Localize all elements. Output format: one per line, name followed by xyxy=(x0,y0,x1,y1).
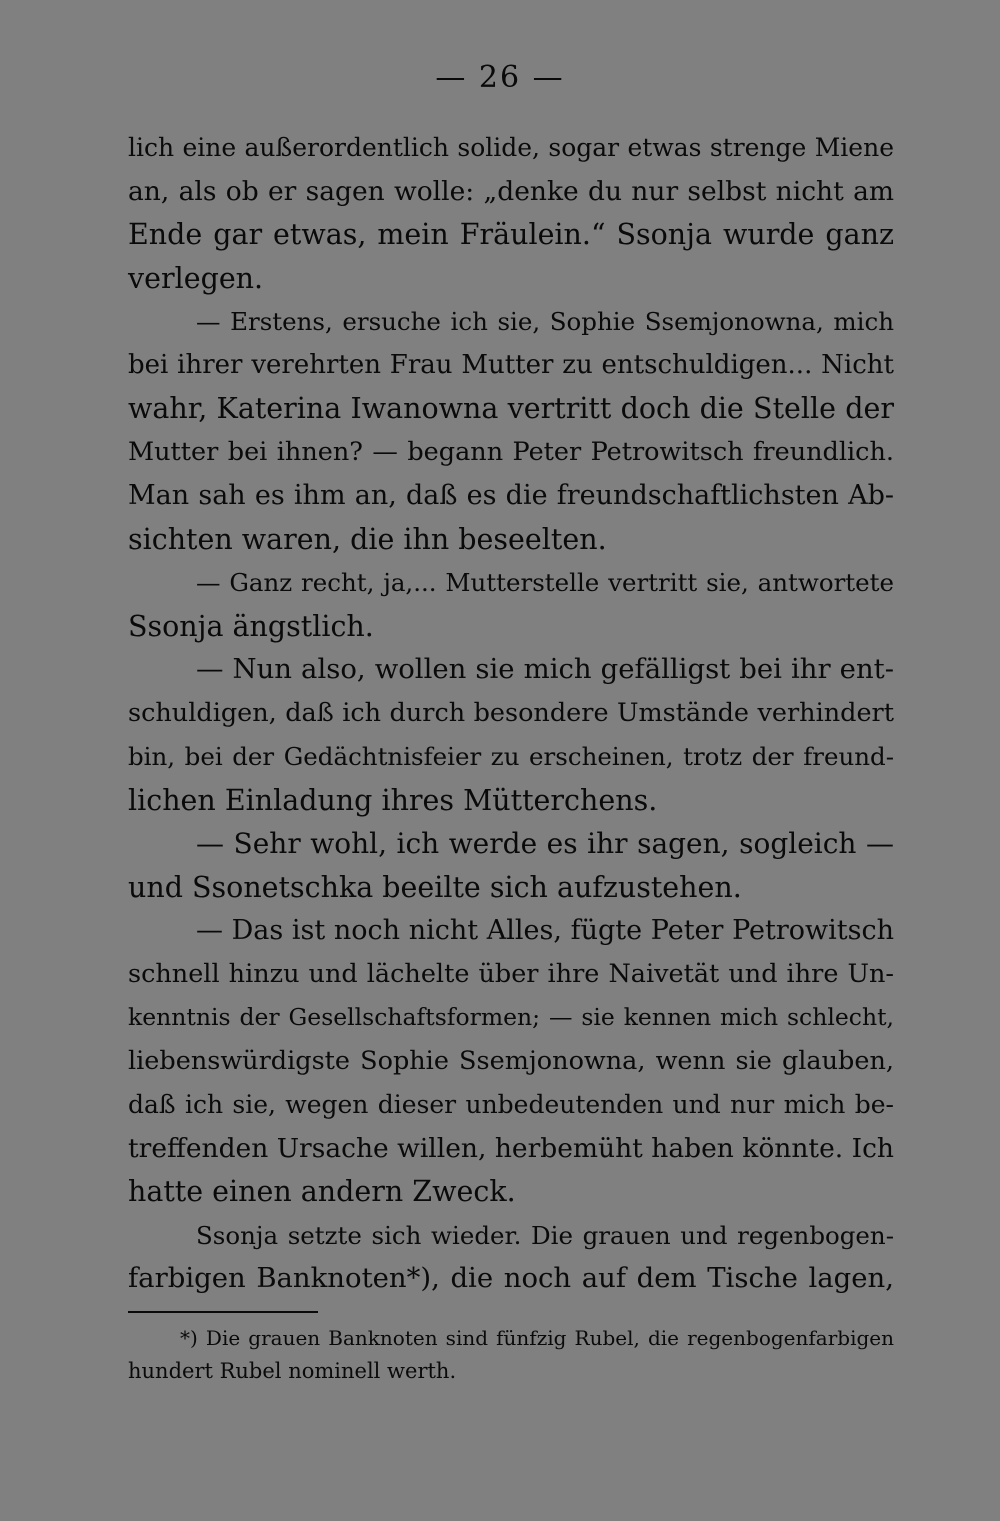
text-line: liebenswürdigste Sophie Ssemjonowna, wenn sie glauben, xyxy=(128,1045,894,1076)
text-line: treffenden Ursache willen, herbemüht haben könnte. Ich xyxy=(128,1132,894,1164)
text-line: daß ich sie, wegen dieser unbedeutenden und nur mich be- xyxy=(128,1090,894,1119)
text-line: kenntnis der Gesellschaftsformen; — sie kennen mich schlecht, xyxy=(128,1003,894,1031)
footnote xyxy=(128,1322,894,1388)
text-line: verlegen. xyxy=(128,261,264,295)
text-line: sichten waren, die ihn beseelten. xyxy=(128,522,607,556)
text-line: Mutter bei ihnen? — begann Peter Petrowitsch freundlich. xyxy=(128,436,894,467)
text-line: bin, bei der Gedächtnisfeier zu erscheinen, trotz der freund- xyxy=(128,742,894,771)
text-line: schuldigen, daß ich durch besondere Umstände verhindert xyxy=(128,697,894,728)
text-line: — Das ist noch nicht Alles, fügte Peter Petrowitsch xyxy=(196,915,894,946)
text-line: bei ihrer verehrten Frau Mutter zu entschuldigen... Nicht xyxy=(128,349,894,380)
text-line: lich eine außerordentlich solide, sogar etwas strenge Miene xyxy=(128,133,894,162)
text-line: lichen Einladung ihres Mütterchens. xyxy=(128,783,658,817)
text-line: — Ganz recht, ja,... Mutterstelle vertritt sie, antwortete xyxy=(196,568,894,597)
text-line: — Sehr wohl, ich werde es ihr sagen, sogleich — xyxy=(196,827,894,860)
text-line: Ssonja ängstlich. xyxy=(128,609,374,643)
text-line: — Erstens, ersuche ich sie, Sophie Ssemjonowna, mich xyxy=(196,307,894,336)
text-line: Ssonja setzte sich wieder. Die grauen und regenbogen- xyxy=(196,1220,894,1250)
text-line: Ende gar etwas, mein Fräulein.“ Ssonja wurde ganz xyxy=(128,218,894,251)
text-line: schnell hinzu und lächelte über ihre Naivetät und ihre Un- xyxy=(128,958,894,989)
footnote-line: *) Die grauen Banknoten sind fünfzig Rubel, die regenbogenfarbigen xyxy=(180,1326,894,1350)
footnote-line: hundert Rubel nominell werth. xyxy=(128,1359,457,1383)
text-line: farbigen Banknoten*), die noch auf dem Tische lagen, xyxy=(128,1262,894,1294)
text-line: und Ssonetschka beeilte sich aufzustehen. xyxy=(128,870,742,904)
text-line: wahr, Katerina Iwanowna vertritt doch die Stelle der xyxy=(128,392,894,425)
text-line: an, als ob er sagen wolle: „denke du nur selbst nicht am xyxy=(128,175,894,207)
body-text xyxy=(128,126,894,1301)
text-line: hatte einen andern Zweck. xyxy=(128,1175,516,1208)
page-number: — 26 — xyxy=(435,60,565,95)
footnote-rule xyxy=(128,1311,318,1313)
text-line: Man sah es ihm an, daß es die freundschaftlichsten Ab- xyxy=(128,480,894,511)
text-line: — Nun also, wollen sie mich gefälligst bei ihr ent- xyxy=(196,653,894,685)
